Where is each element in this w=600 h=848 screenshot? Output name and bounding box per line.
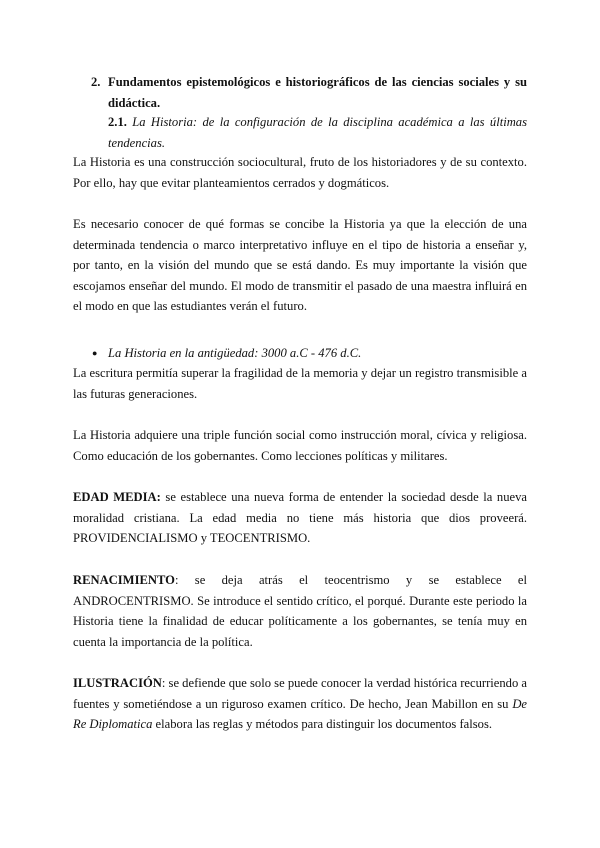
section-title-line2: didáctica.: [108, 95, 161, 110]
text-renacimiento: : se deja atrás el teocentrismo y se establece el ANDROCENTRISMO. Se introduce el sentido crítico, el porqué. Durante este periodo la Historia tiene la finalidad de educar políticamente a los gobernantes, se tenía muy en cuenta la importancia de la política.: [73, 573, 527, 649]
paragraph-escritura: La escritura permitía superar la fragilidad de la memoria y dejar un registro transmisible a las futuras generaciones.: [73, 366, 527, 401]
paragraph-ilustracion: [73, 673, 527, 735]
text-ilustracion-b: elabora las reglas y métodos para distinguir los documentos falsos.: [152, 717, 493, 731]
text-ilustracion-a: : se defiende que solo se puede conocer la verdad histórica recurriendo a fuentes y sometiéndose a un riguroso examen crítico. De hecho, Jean Mabillon en su: [73, 676, 527, 711]
section-number: 2.: [91, 75, 101, 89]
paragraph-renacimiento: [73, 570, 527, 652]
paragraph-intro: La Historia es una construcción sociocultural, fruto de los historiadores y de su contexto. Por ello, hay que evitar planteamientos cerrados y dogmáticos.: [73, 155, 527, 190]
section-heading: [91, 72, 527, 113]
term-ilustracion: ILUSTRACIÓN: [73, 676, 162, 690]
subsection-heading: [108, 112, 527, 153]
bullet-text: La Historia en la antigüedad: 3000 a.C - 476 d.C.: [108, 346, 362, 360]
term-edad-media: EDAD MEDIA:: [73, 490, 161, 504]
subsection-title: La Historia: de la configuración de la disciplina académica a las últimas tendencias.: [108, 115, 527, 150]
paragraph-funcion-social: La Historia adquiere una triple función social como instrucción moral, cívica y religiosa. Como educación de los gobernantes. Como lecciones políticas y militares.: [73, 428, 527, 463]
bullet-item-antiguedad: [92, 343, 361, 364]
section-title-line1: Fundamentos epistemológicos e historiográficos de las ciencias sociales y su: [108, 75, 527, 89]
work-title: De Re Diplomatica: [73, 696, 527, 731]
text-edad-media: se establece una nueva forma de entender la sociedad desde la nueva moralidad cristiana. La edad media no tiene más historia que dios proveerá. PROVIDENCIALISMO y TEOCENTRISMO.: [73, 490, 527, 545]
subsection-number: 2.1.: [108, 115, 127, 129]
paragraph-edad-media: [73, 487, 527, 549]
bullet-icon: ●: [92, 348, 98, 358]
paragraph-tendencias: Es necesario conocer de qué formas se concibe la Historia ya que la elección de una determinada tendencia o marco interpretativo influye en el tipo de historia a enseñar y, por tanto, en la visión del mundo que se está dando. Es muy importante la visión que escojamos enseñar del mundo. El modo de transmitir el pasado de una maestra influirá en el modo en que las estudiantes verán el futuro.: [73, 217, 527, 313]
term-renacimiento: RENACIMIENTO: [73, 573, 175, 587]
